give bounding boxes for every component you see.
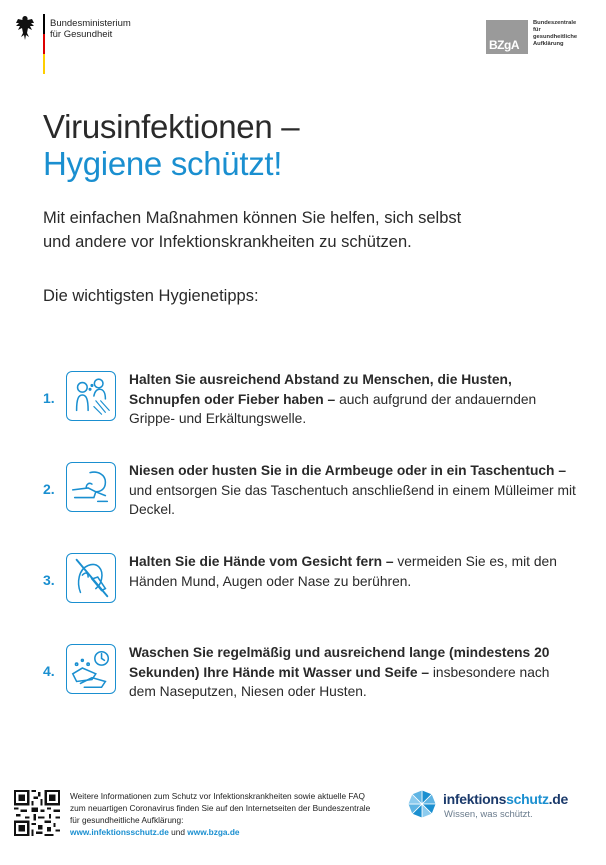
tip-number: 4. [43,663,55,679]
bzga-name: Bundeszentrale für gesundheitliche Aufklärung [533,20,578,47]
tip-item-2 [43,461,583,525]
infektionsschutz-logo-name: infektionsschutz.de [443,791,568,807]
tip-text: Waschen Sie regelmäßig und ausreichend lange (mindestens 20 Sekunden) Ihre Hände mit Wasser und Seife – insbesondere nach dem Naseputzen, Niesen oder Husten. [129,645,550,699]
tip-number: 3. [43,572,55,588]
tip-text: Halten Sie die Hände vom Gesicht fern – vermeiden Sie es, mit den Händen Mund, Augen oder Nase zu berühren. [129,554,557,589]
bzga-logo-box [486,20,528,54]
intro-text: Mit einfachen Maßnahmen können Sie helfen, sich selbst und andere vor Infektionskrankheiten zu schützen. [43,209,462,251]
tip-text: Halten Sie ausreichend Abstand zu Menschen, die Husten, Schnupfen oder Fieber haben – auch aufgrund der andauernden Grippe- und Erkältungswelle. [129,372,537,426]
page-title: Virusinfektionen – [43,108,300,145]
infektionsschutz-logo [407,788,597,828]
infektionsschutz-slogan: Wissen, was schützt. [444,809,533,820]
bzga-logo-label: BZgA [489,38,519,52]
distance-icon [66,371,116,421]
sneeze-elbow-icon [66,462,116,512]
tip-text: Niesen oder husten Sie in die Armbeuge oder in ein Taschentuch – und entsorgen Sie das Taschentuch anschließend in einem Mülleimer mit Deckel. [129,463,576,517]
page-subtitle: Hygiene schützt! [43,145,283,182]
bzga-logo [486,20,588,54]
hands-off-face-icon [66,553,116,603]
tip-item-1 [43,370,583,434]
infektionsschutz-logo-mark-icon [407,789,437,819]
footer-info: Weitere Informationen zum Schutz vor Infektionskrankheiten sowie aktuelle FAQ zum neuartigen Coronavirus finden Sie auf den Internetseiten der Bundeszentrale für gesundheitliche Aufklärung: www.infektionsschutz.de und www.bzga.de [70,791,371,837]
tips-heading: Die wichtigsten Hygienetipps: [43,287,259,305]
tip-number: 1. [43,390,55,406]
tip-item-4 [43,643,583,707]
qr-code[interactable] [14,790,60,836]
tip-number: 2. [43,481,55,497]
ministry-logo [14,14,131,42]
german-flag-bar [43,14,45,74]
federal-eagle-icon [14,14,36,42]
tip-item-3 [43,552,583,616]
ministry-name: Bundesministerium für Gesundheit [50,18,131,40]
hand-washing-icon [66,644,116,694]
bzga-link[interactable]: www.bzga.de [187,827,240,837]
infektionsschutz-link[interactable]: www.infektionsschutz.de [70,827,169,837]
